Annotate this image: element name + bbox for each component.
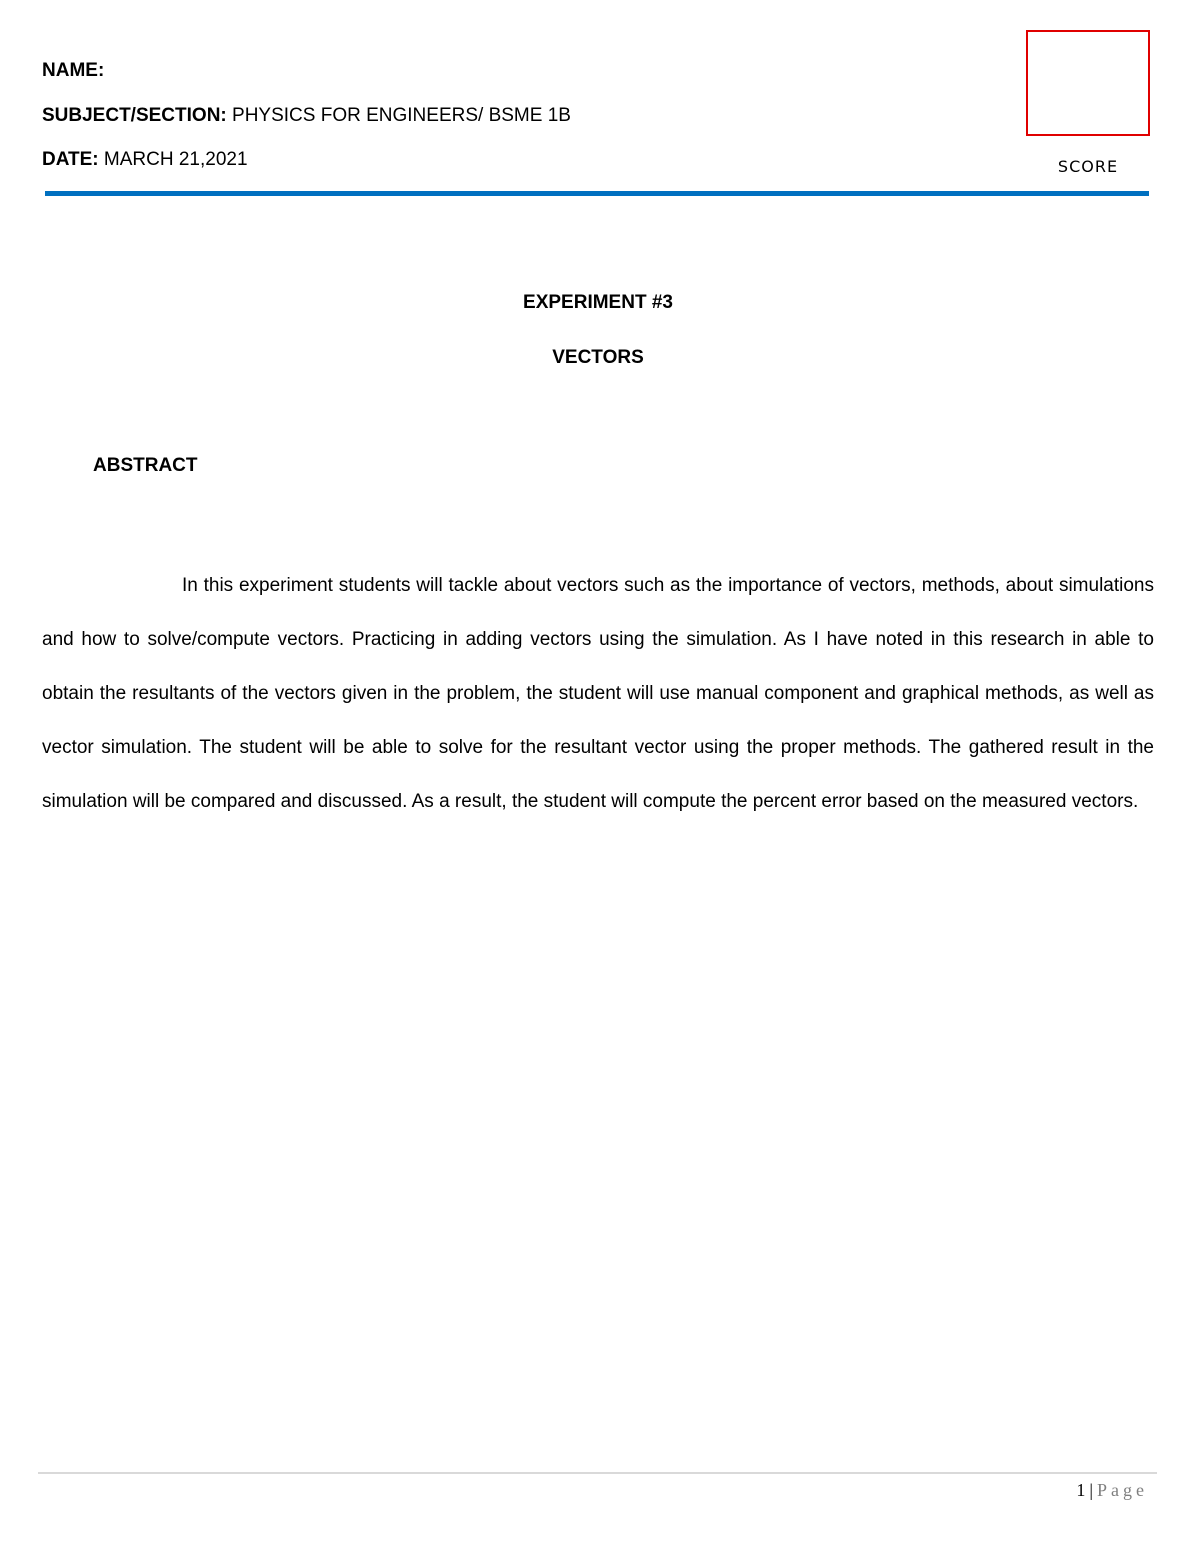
page-word: Page	[1097, 1480, 1148, 1500]
name-label: NAME:	[42, 60, 105, 81]
abstract-heading: ABSTRACT	[93, 455, 198, 476]
date-label: DATE:	[42, 149, 99, 170]
page-footer	[1076, 1480, 1148, 1501]
subject-section-line	[42, 105, 571, 127]
date-line	[42, 149, 248, 171]
header-divider	[45, 191, 1149, 196]
topic-title: VECTORS	[552, 347, 644, 368]
date-value: MARCH 21,2021	[103, 149, 248, 170]
footer-divider	[38, 1472, 1157, 1474]
score-box	[1026, 30, 1150, 136]
name-line	[42, 60, 104, 82]
score-label: SCORE	[1057, 157, 1119, 176]
experiment-title: EXPERIMENT #3	[523, 292, 673, 313]
subject-label: SUBJECT/SECTION:	[42, 105, 227, 126]
page-number: 1	[1076, 1480, 1086, 1500]
footer-separator: |	[1089, 1480, 1093, 1500]
subject-value: PHYSICS FOR ENGINEERS/ BSME 1B	[232, 105, 571, 126]
abstract-paragraph: In this experiment students will tackle about vectors such as the importance of vectors, methods, about simulations and how to solve/compute vectors. Practicing in adding vectors using the simulation. As I have noted in this research in able to obtain the resultants of the vectors given in the problem, the student will use manual component and graphical methods, as well as vector simulation. The student will be able to solve for the resultant vector using the proper methods. The gathered result in the simulation will be compared and discussed. As a result, the student will compute the percent error based on the measured vectors.	[42, 575, 1154, 812]
